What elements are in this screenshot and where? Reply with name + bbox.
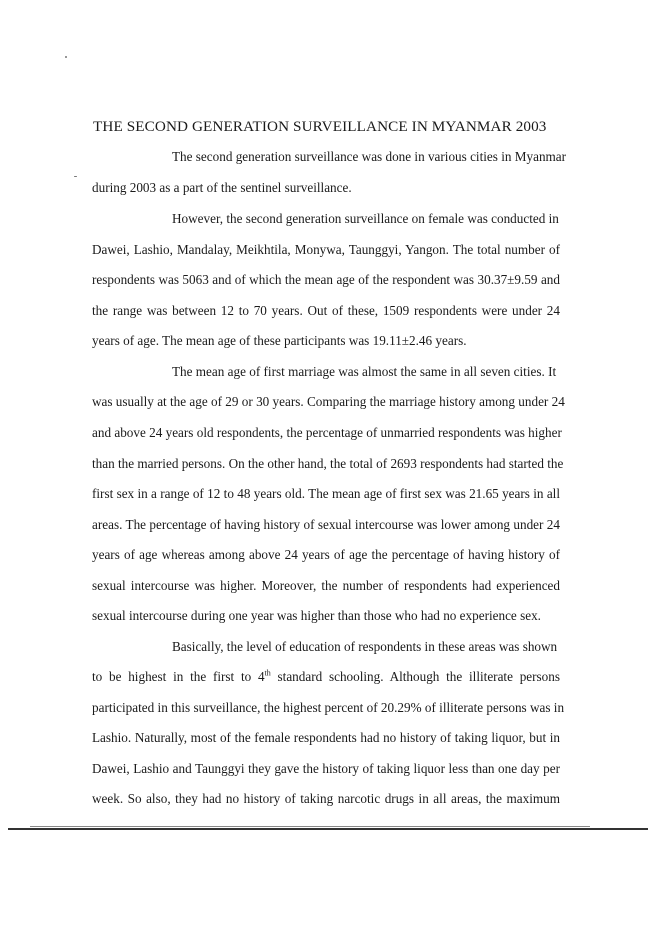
text-line: years of age whereas among above 24 years of age the percentage of having history of: [92, 547, 560, 562]
text-line: the range was between 12 to 70 years. Out of these, 1509 respondents were under 24: [92, 303, 560, 318]
document-title: THE SECOND GENERATION SURVEILLANCE IN MYANMAR 2003: [93, 118, 547, 135]
text-line: and above 24 years old respondents, the percentage of unmarried respondents was higher: [92, 425, 562, 440]
text-line: The second generation surveillance was done in various cities in Myanmar: [172, 149, 567, 164]
text-line: respondents was 5063 and of which the mean age of the respondent was 30.37±9.59 and: [92, 272, 560, 287]
text-line: participated in this surveillance, the highest percent of 20.29% of illiterate persons was in: [92, 700, 565, 715]
scan-speck: [74, 176, 77, 177]
text-line: years of age. The mean age of these participants was 19.11±2.46 years.: [92, 333, 467, 348]
text-line: Basically, the level of education of respondents in these areas was shown: [172, 639, 558, 654]
text-line: sexual intercourse was higher. Moreover, the number of respondents had experienced: [92, 578, 560, 593]
text-fragment: standard schooling. Although the illiterate persons: [270, 669, 560, 684]
scan-edge-line: [30, 826, 590, 827]
text-line: week. So also, they had no history of taking narcotic drugs in all areas, the maximum: [92, 791, 560, 806]
text-line: during 2003 as a part of the sentinel surveillance.: [92, 180, 352, 195]
superscript: th: [264, 668, 271, 678]
text-line: was usually at the age of 29 or 30 years. Comparing the marriage history among under 24: [92, 394, 565, 409]
text-line: sexual intercourse during one year was higher than those who had no experience sex.: [92, 608, 541, 623]
scan-speck: [65, 56, 67, 58]
text-line: Lashio. Naturally, most of the female respondents had no history of taking liquor, but in: [92, 730, 560, 745]
text-line: areas. The percentage of having history of sexual intercourse was lower among under 24: [92, 517, 560, 532]
text-line: than the married persons. On the other hand, the total of 2693 respondents had started the: [92, 456, 564, 471]
text-line: However, the second generation surveillance on female was conducted in: [172, 211, 559, 226]
text-line: first sex in a range of 12 to 48 years old. The mean age of first sex was 21.65 years in all: [92, 486, 560, 501]
text-line-superscript: [92, 669, 560, 685]
page-bottom-rule: [8, 828, 648, 830]
text-line: Dawei, Lashio and Taunggyi they gave the history of taking liquor less than one day per: [92, 761, 560, 776]
text-line: Dawei, Lashio, Mandalay, Meikhtila, Monywa, Taunggyi, Yangon. The total number of: [92, 242, 560, 257]
text-line: The mean age of first marriage was almost the same in all seven cities. It: [172, 364, 557, 379]
text-fragment: to be highest in the first to 4: [92, 669, 265, 684]
